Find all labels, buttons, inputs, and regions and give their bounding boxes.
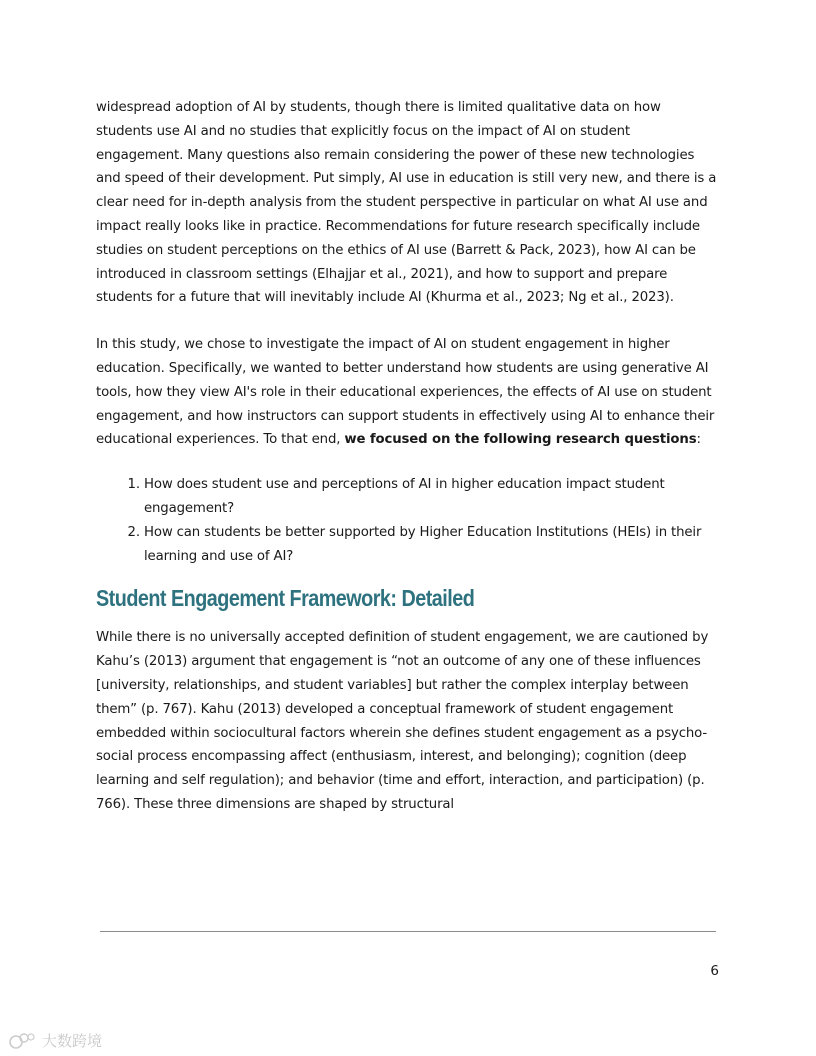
footer-divider — [100, 931, 716, 932]
research-questions-lead: we focused on the following research questions — [344, 432, 697, 448]
study-purpose-text: In this study, we chose to investigate the impact of AI on student engagement in higher education. Specifically, we wanted to better understand how students are using generative AI tools, how they view AI's role in their educational experiences, the effects of AI use on student engagement, and how instructors can support students in effectively using AI to enhance their educational experiences. To that end, — [96, 337, 715, 448]
page-number: 6 — [710, 963, 719, 979]
section-heading: Student Engagement Framework: Detailed — [96, 585, 475, 612]
paragraph-intro-continuation: widespread adoption of AI by students, though there is limited qualitative data on how students use AI and no studies that explicitly focus on the impact of AI on student engagement. Many questions also remain considering the power of these new technologies and speed of their development. Put simply, AI use in education is still very new, and there is a clear need for in-depth analysis from the student perspective in particular on what AI use and impact really looks like in practice. Recommendations for future research specifically include studies on student perceptions on the ethics of AI use (Barrett & Pack, 2023), how AI can be introduced in classroom settings (Elhajjar et al., 2021), and how to support and prepare students for a future that will inevitably include AI (Khurma et al., 2023; Ng et al., 2023). — [96, 100, 717, 306]
research-question-item: 2. How can students be better supported by Higher Education Institutions (HEIs) in their learning and use of AI? — [144, 521, 720, 569]
watermark — [8, 1030, 102, 1051]
research-question-item: 1. How does student use and perceptions of AI in higher education impact student engagement? — [144, 473, 720, 521]
watermark-text: 大数跨境 — [42, 1032, 103, 1050]
paragraph-framework: While there is no universally accepted definition of student engagement, we are cautioned by Kahu’s (2013) argument that engagement is “not an outcome of any one of these influences [university, relationships, and student variables] but rather the complex interplay between them” (p. 767). Kahu (2013) developed a conceptual framework of student engagement embedded within sociocultural factors wherein she defines student engagement as a psycho-social process encompassing affect (enthusiasm, interest, and belonging); cognition (deep learning and self regulation); and behavior (time and effort, interaction, and participation) (p. 766). These three dimensions are shaped by structural — [96, 630, 709, 812]
paragraph-study-purpose — [96, 333, 720, 452]
watermark-logo-icon — [8, 1032, 38, 1050]
document-page — [96, 96, 720, 817]
research-questions-list — [96, 473, 720, 568]
colon: : — [696, 432, 701, 448]
